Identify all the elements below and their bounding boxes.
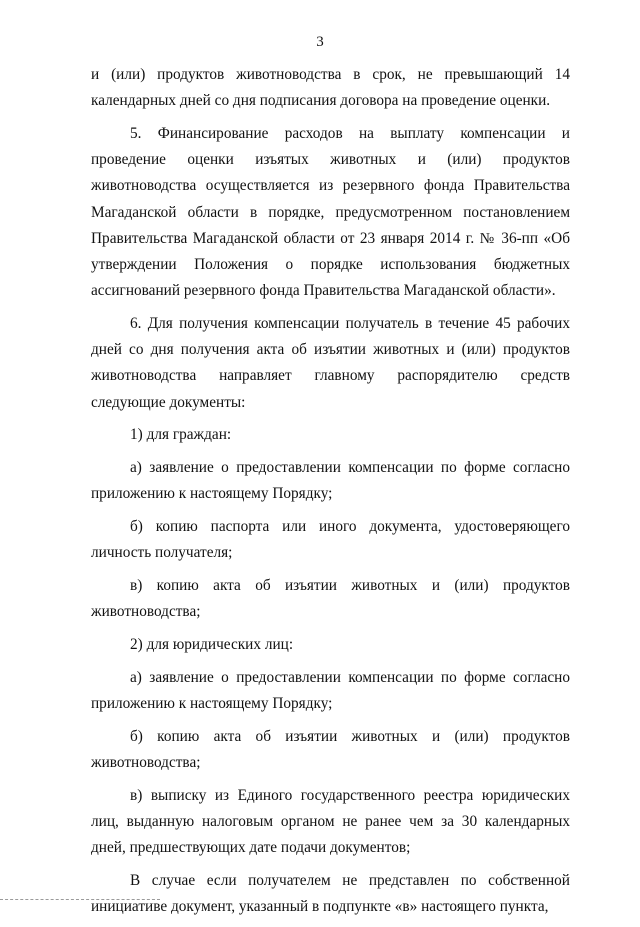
bottom-divider: [0, 899, 160, 900]
subitem-legal-entities: 2) для юридических лиц:: [130, 636, 294, 654]
subitem-legal-b: б) копию акта об изъятии животных и (или) продуктов животноводства;: [91, 728, 570, 772]
subitem-legal-c: в) выписку из Единого государственного реестра юридических лиц, выданную налоговым органом не ранее чем за 30 календарных дней, предшествующих дате подачи документов;: [91, 787, 570, 857]
subitem-citizens-a: а) заявление о предоставлении компенсации по форме согласно приложению к настоящему Порядку;: [91, 459, 570, 503]
paragraph-continuation: и (или) продуктов животноводства в срок, не превышающий 14 календарных дней со дня подписания договора на проведение оценки.: [91, 66, 570, 110]
document-body: [91, 62, 570, 927]
subitem-citizens: 1) для граждан:: [130, 426, 232, 444]
page-number: 3: [316, 34, 324, 50]
paragraph-closing: В случае если получателем не представлен по собственной инициативе документ, указанный в подпункте «в» настоящего пункта,: [91, 872, 570, 916]
subitem-citizens-b: б) копию паспорта или иного документа, удостоверяющего личность получателя;: [91, 518, 570, 562]
subitem-citizens-c: в) копию акта об изъятии животных и (или) продуктов животноводства;: [91, 577, 570, 621]
paragraph-item-5: 5. Финансирование расходов на выплату компенсации и проведение оценки изъятых животных и (или) продуктов животноводства осуществляется из резервного фонда Правительства Магаданской области в порядке, предусмотренном постановлением Правительства Магаданской области от 23 января 2014 г. № 36-пп «Об утверждении Положения о порядке использования бюджетных ассигнований резервного фонда Правительства Магаданской области».: [91, 125, 570, 300]
paragraph-item-6: 6. Для получения компенсации получатель в течение 45 рабочих дней со дня получения акта об изъятии животных и (или) продуктов животноводства направляет главному распорядителю средств следующие документы:: [91, 315, 570, 411]
subitem-legal-a: а) заявление о предоставлении компенсации по форме согласно приложению к настоящему Порядку;: [91, 669, 570, 713]
